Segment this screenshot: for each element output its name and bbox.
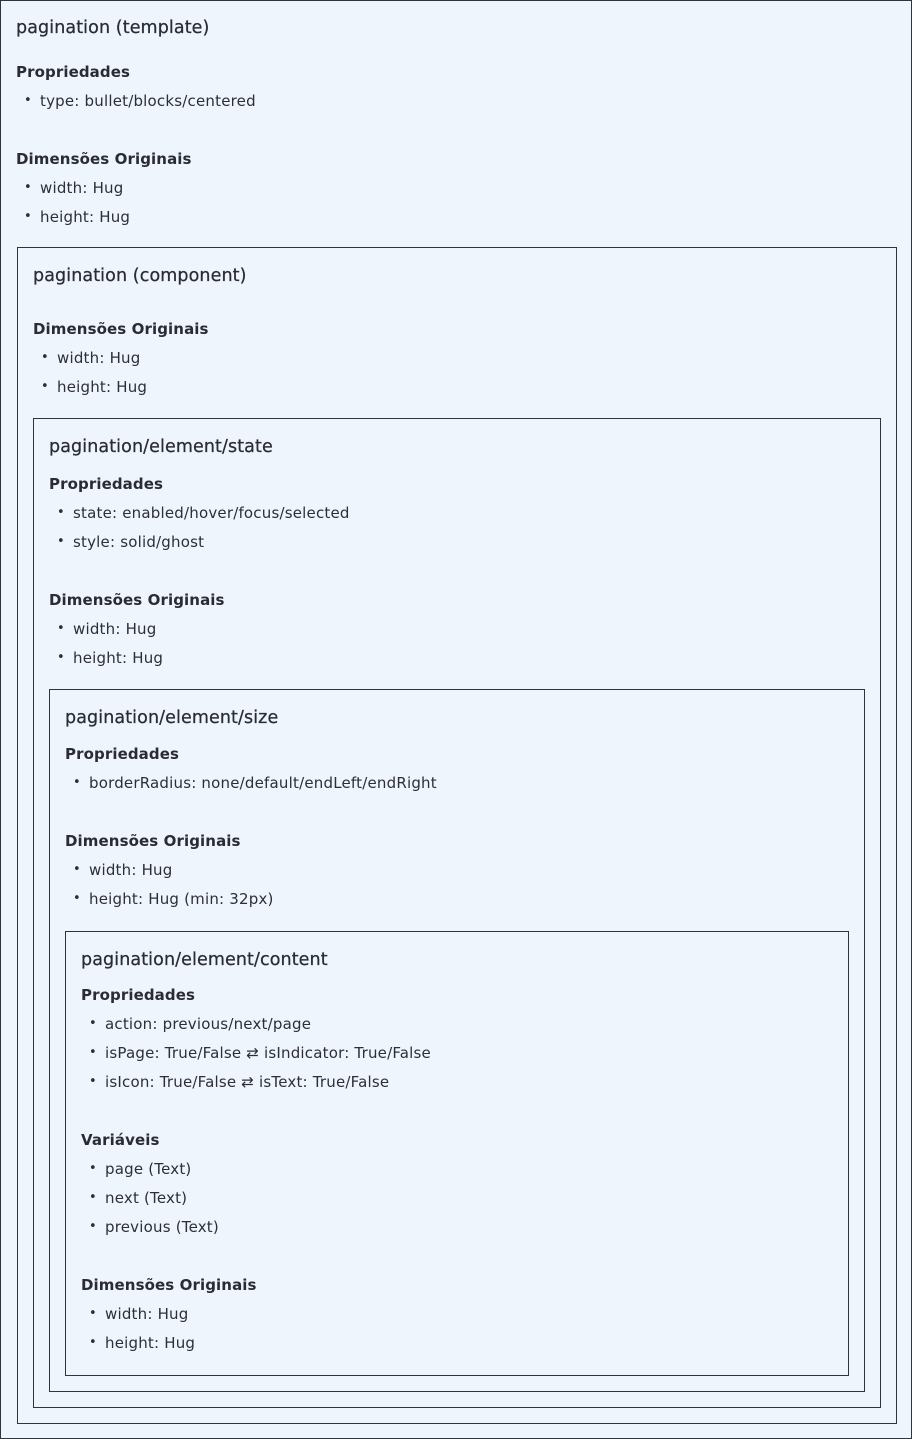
list-item: • state: enabled/hover/focus/selected: [57, 504, 350, 522]
bullet-icon: •: [89, 1161, 97, 1176]
size-frame: [49, 689, 865, 1392]
list-item: • width: Hug: [24, 179, 124, 197]
list-item: • height: Hug: [57, 649, 164, 667]
bullet-icon: •: [89, 1045, 97, 1060]
state-properties-section: [49, 474, 865, 561]
bullet-icon: •: [73, 775, 81, 790]
component-dimensions-section: [33, 319, 881, 406]
content-dimensions-list: [81, 1304, 833, 1362]
component-title: pagination (component): [33, 266, 247, 286]
content-properties-heading: Propriedades: [81, 986, 196, 1004]
state-dimensions-list: [49, 619, 865, 677]
list-item: • width: Hug: [73, 861, 173, 879]
bullet-icon: •: [57, 505, 65, 520]
bullet-icon: •: [24, 209, 32, 224]
list-item: • borderRadius: none/default/endLeft/endRight: [73, 774, 437, 792]
bullet-icon: •: [89, 1074, 97, 1089]
bullet-icon: •: [89, 1219, 97, 1234]
size-dimensions-section: [65, 831, 849, 918]
bullet-icon: •: [24, 93, 32, 108]
size-properties-heading: Propriedades: [65, 745, 180, 763]
list-item: • page (Text): [89, 1160, 192, 1178]
size-properties-list: [65, 773, 849, 802]
list-item: • height: Hug: [41, 378, 148, 396]
bullet-icon: •: [89, 1306, 97, 1321]
list-item: • width: Hug: [89, 1305, 189, 1323]
component-dimensions-list: [33, 348, 881, 406]
template-properties-section: [16, 62, 896, 120]
bullet-icon: •: [24, 180, 32, 195]
content-variables-list: [81, 1159, 833, 1246]
bullet-icon: •: [89, 1335, 97, 1350]
list-item: • height: Hug: [89, 1334, 196, 1352]
list-item: • width: Hug: [41, 349, 141, 367]
content-dimensions-heading: Dimensões Originais: [81, 1276, 257, 1294]
state-title: pagination/element/state: [49, 437, 273, 457]
size-properties-section: [65, 744, 849, 802]
size-dimensions-list: [65, 860, 849, 918]
state-properties-list: [49, 503, 865, 561]
template-properties-list: [16, 91, 896, 120]
bullet-icon: •: [73, 891, 81, 906]
content-variables-section: [81, 1130, 833, 1246]
template-title: pagination (template): [16, 18, 210, 38]
bullet-icon: •: [89, 1016, 97, 1031]
list-item: • height: Hug: [24, 208, 131, 226]
template-dimensions-list: [16, 178, 896, 236]
bullet-icon: •: [41, 350, 49, 365]
state-frame: [33, 418, 881, 1408]
component-dimensions-heading: Dimensões Originais: [33, 320, 209, 338]
list-item: • previous (Text): [89, 1218, 219, 1236]
bullet-icon: •: [57, 534, 65, 549]
content-variables-heading: Variáveis: [81, 1131, 160, 1149]
content-frame: [65, 931, 849, 1376]
template-dimensions-heading: Dimensões Originais: [16, 150, 192, 168]
state-dimensions-section: [49, 590, 865, 677]
state-properties-heading: Propriedades: [49, 475, 164, 493]
list-item: • style: solid/ghost: [57, 533, 205, 551]
bullet-icon: •: [41, 379, 49, 394]
content-properties-list: [81, 1014, 833, 1101]
list-item: • isPage: True/False ⇄ isIndicator: True/False: [89, 1044, 431, 1062]
template-dimensions-section: [16, 149, 896, 236]
size-dimensions-heading: Dimensões Originais: [65, 832, 241, 850]
list-item: • height: Hug (min: 32px): [73, 890, 274, 908]
content-title: pagination/element/content: [81, 950, 328, 970]
bullet-icon: •: [57, 650, 65, 665]
bullet-icon: •: [57, 621, 65, 636]
list-item: • isIcon: True/False ⇄ isText: True/False: [89, 1073, 390, 1091]
bullet-icon: •: [73, 862, 81, 877]
list-item: • next (Text): [89, 1189, 188, 1207]
state-dimensions-heading: Dimensões Originais: [49, 591, 225, 609]
list-item: • type: bullet/blocks/centered: [24, 92, 256, 110]
bullet-icon: •: [89, 1190, 97, 1205]
list-item: • action: previous/next/page: [89, 1015, 312, 1033]
component-frame: [17, 247, 897, 1424]
content-properties-section: [81, 985, 833, 1101]
list-item: • width: Hug: [57, 620, 157, 638]
template-properties-heading: Propriedades: [16, 63, 131, 81]
size-title: pagination/element/size: [65, 708, 279, 728]
content-dimensions-section: [81, 1275, 833, 1362]
